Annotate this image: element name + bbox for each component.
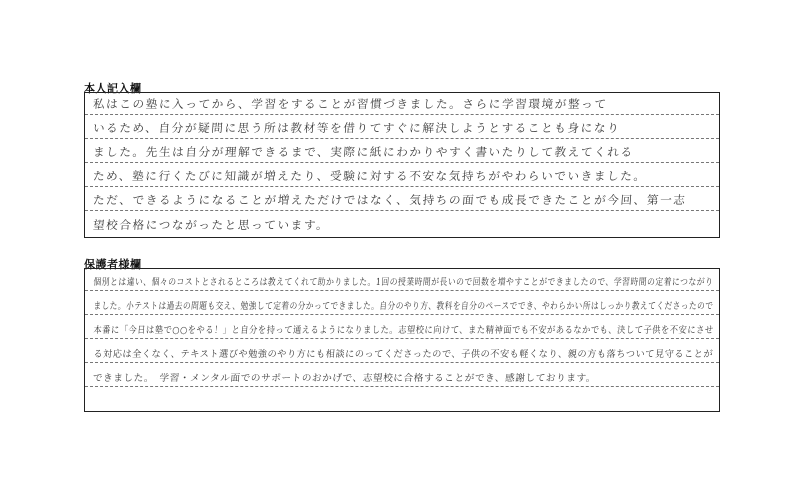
parent-line	[85, 389, 719, 411]
parent-comment-box	[84, 268, 720, 412]
student-line	[85, 117, 719, 139]
parent-line	[85, 269, 719, 291]
parent-line-text: できました。 学習・メンタル面でのサポートのおかげで、志望校に合格することができ、感謝しております。	[92, 373, 597, 384]
parent-line	[85, 341, 719, 363]
student-line-text: 望校合格につながったと思っています。	[92, 218, 330, 232]
parent-line	[85, 365, 719, 387]
student-line-text: ため、塾に行くたびに知識が増えたり、受験に対する不安な気持ちがやわらいでいきました。	[92, 169, 648, 183]
student-line-text: ました。先生は自分が理解できるまで、実際に紙にわかりやすく書いたりして教えてくれる	[92, 145, 635, 159]
parent-line-text: ました。小テストは過去の問題も交え、勉強して定着の分かってできました。自分のやり方、教科を自分のペースででき、やわらかい所はしっかり教えてくださったので	[93, 301, 714, 312]
student-comment-box	[84, 92, 720, 238]
student-line	[85, 93, 719, 115]
parent-line-text: 個別とは違い、個々のコストとされるところは教えてくれて助かりました。1回の授業時間が長いので回数を増やすことができましたので、学習時間の定着につながり	[93, 277, 714, 288]
parent-line-text: る対応は全くなく、テキスト選びや勉強のやり方にも相談にのってくださったので、子供の不安も軽くなり、親の方も落ちついて見守ることが	[93, 349, 714, 360]
parent-line	[85, 293, 719, 315]
parent-section-title: 保護者様欄	[84, 258, 142, 271]
student-line-text: いるため、自分が疑問に思う所は教材等を借りてすぐに解決しようとすることも身になり	[92, 121, 621, 135]
student-section-title: 本人記入欄	[84, 82, 142, 95]
student-line	[85, 213, 719, 235]
student-line-text: 私はこの塾に入ってから、学習をすることが習慣づきました。さらに学習環境が整って	[92, 97, 609, 111]
student-line	[85, 165, 719, 187]
parent-line	[85, 317, 719, 339]
student-line-text: ただ、できるようになることが増えただけではなく、気持ちの面でも成長できたことが今回、第一志	[92, 193, 687, 207]
parent-line-text: 本番に「今日は塾で○○をやる！」と自分を持って通えるようになりました。志望校に向けて、また精神面でも不安があるなかでも、決して子供を不安にさせ	[93, 325, 714, 336]
student-line	[85, 141, 719, 163]
student-line	[85, 189, 719, 211]
